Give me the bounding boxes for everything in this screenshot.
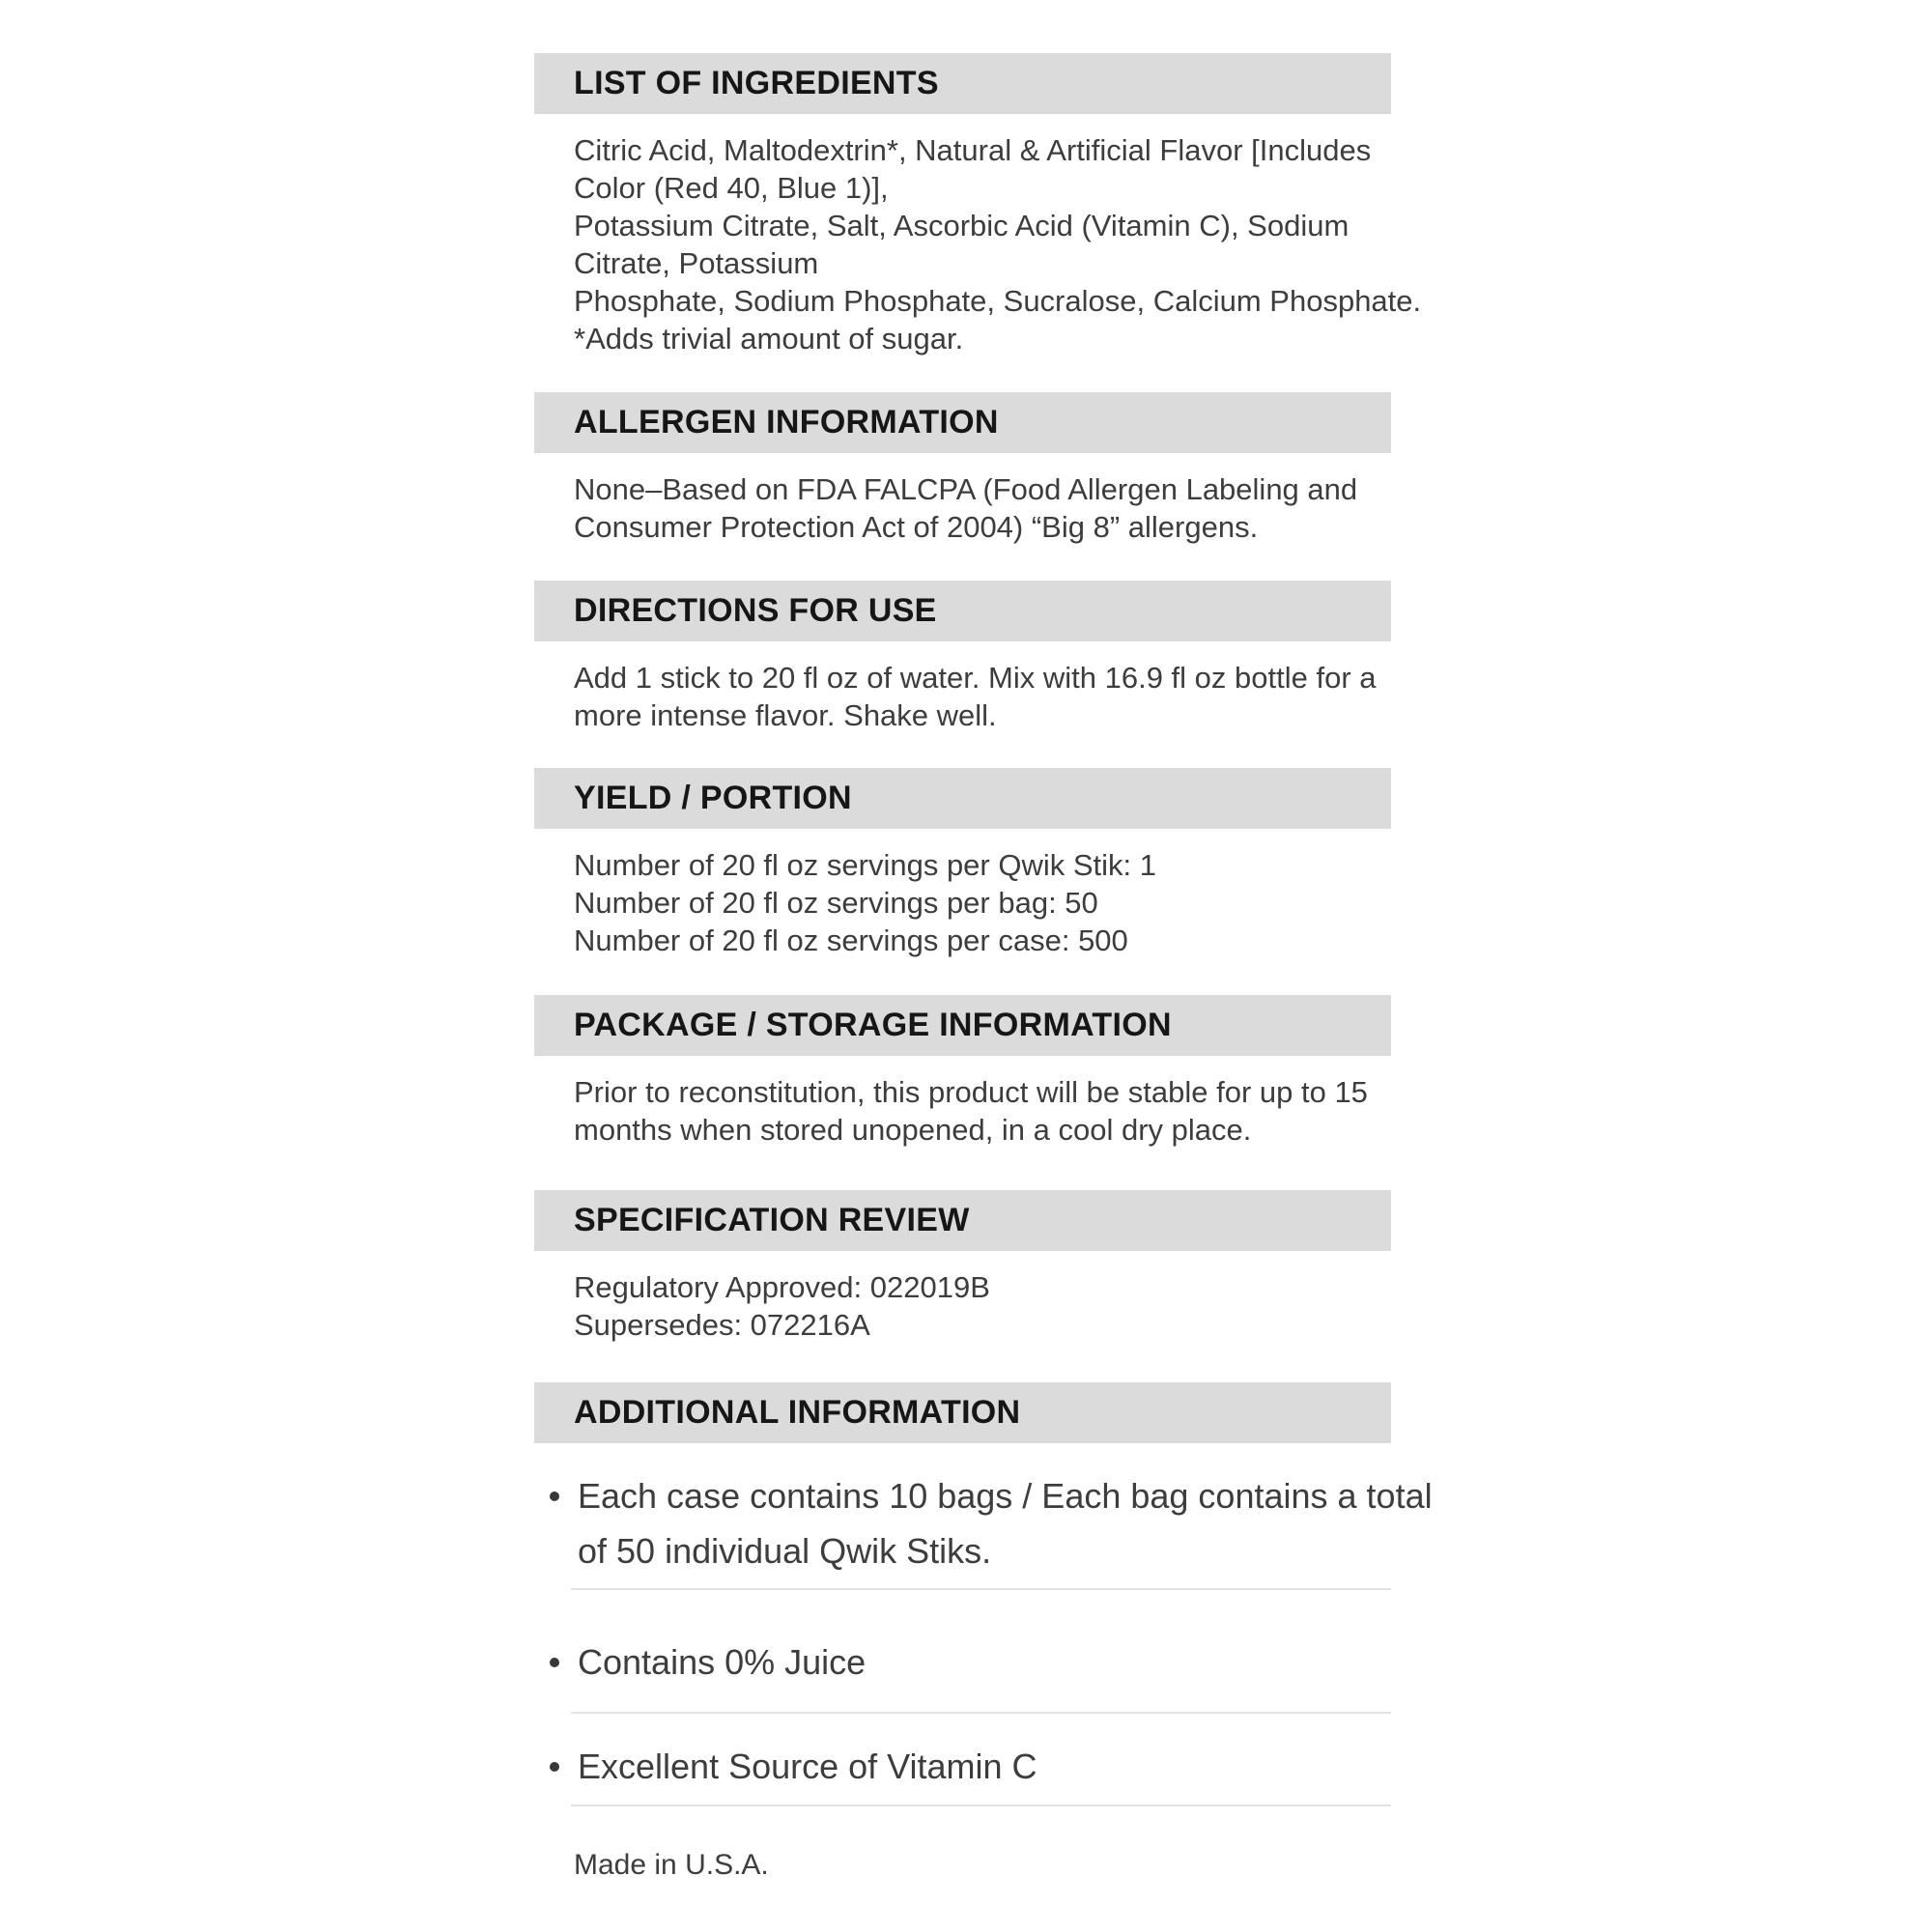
section-body-specification [574, 1268, 1366, 1344]
body-line: *Adds trivial amount of sugar. [574, 322, 964, 355]
bullet-icon [550, 1658, 559, 1667]
bullet-line: of 50 individual Qwik Stiks. [578, 1531, 992, 1571]
bullet-line: Excellent Source of Vitamin C [578, 1747, 1037, 1786]
section-header-bar-additional [534, 1382, 1391, 1443]
body-line: Citrate, Potassium [574, 246, 819, 280]
body-line: Color (Red 40, Blue 1)], [574, 171, 889, 205]
section-title-ingredients: LIST OF INGREDIENTS [574, 65, 939, 101]
body-line: months when stored unopened, in a cool dry place. [574, 1113, 1252, 1147]
body-line: Number of 20 fl oz servings per case: 500 [574, 923, 1128, 957]
section-title-specification: SPECIFICATION REVIEW [574, 1202, 970, 1238]
body-line: Add 1 stick to 20 fl oz of water. Mix with 16.9 fl oz bottle for a [574, 661, 1377, 695]
section-body-yield [574, 846, 1366, 959]
section-title-directions: DIRECTIONS FOR USE [574, 592, 937, 629]
body-line: Number of 20 fl oz servings per Qwik Stik: 1 [574, 848, 1157, 882]
section-title-yield: YIELD / PORTION [574, 780, 852, 816]
body-line: more intense flavor. Shake well. [574, 698, 997, 732]
body-line: Potassium Citrate, Salt, Ascorbic Acid (Vitamin C), Sodium [574, 209, 1350, 242]
divider [571, 1588, 1391, 1590]
body-line: Prior to reconstitution, this product will be stable for up to 15 [574, 1075, 1368, 1109]
bullet-line: Contains 0% Juice [578, 1642, 867, 1682]
section-header-bar-specification [534, 1190, 1391, 1251]
section-header-bar-yield [534, 768, 1391, 829]
section-body-package-storage [574, 1073, 1366, 1149]
section-body-allergen [574, 470, 1366, 546]
body-line: Phosphate, Sodium Phosphate, Sucralose, Calcium Phosphate. [574, 284, 1422, 318]
bullet-line: Each case contains 10 bags / Each bag contains a total [578, 1476, 1433, 1516]
section-title-additional: ADDITIONAL INFORMATION [574, 1394, 1021, 1431]
body-line: Number of 20 fl oz servings per bag: 50 [574, 886, 1098, 920]
section-header-bar-directions [534, 581, 1391, 641]
divider [571, 1712, 1391, 1714]
body-line: Consumer Protection Act of 2004) “Big 8” allergens. [574, 510, 1259, 544]
body-line: Supersedes: 072216A [574, 1308, 870, 1342]
section-header-bar-allergen [534, 392, 1391, 453]
made-in-usa-text: Made in U.S.A. [574, 1849, 769, 1881]
list-item-vitamin-c [550, 1739, 1380, 1794]
body-line: Citric Acid, Maltodextrin*, Natural & Artificial Flavor [Includes [574, 133, 1372, 167]
body-line: None–Based on FDA FALCPA (Food Allergen Labeling and [574, 472, 1358, 506]
document-column [534, 0, 1433, 1932]
bullet-icon [550, 1762, 559, 1772]
section-header-bar-ingredients [534, 53, 1391, 114]
section-title-package-storage: PACKAGE / STORAGE INFORMATION [574, 1007, 1172, 1043]
bullet-icon [550, 1492, 559, 1501]
list-item-case-contents [550, 1468, 1433, 1578]
divider [571, 1804, 1391, 1806]
section-title-allergen: ALLERGEN INFORMATION [574, 404, 999, 440]
section-body-directions [574, 659, 1377, 734]
section-body-ingredients [574, 131, 1422, 357]
section-header-bar-package-storage [534, 995, 1391, 1056]
body-line: Regulatory Approved: 022019B [574, 1270, 990, 1304]
list-item-juice-content [550, 1634, 1380, 1690]
